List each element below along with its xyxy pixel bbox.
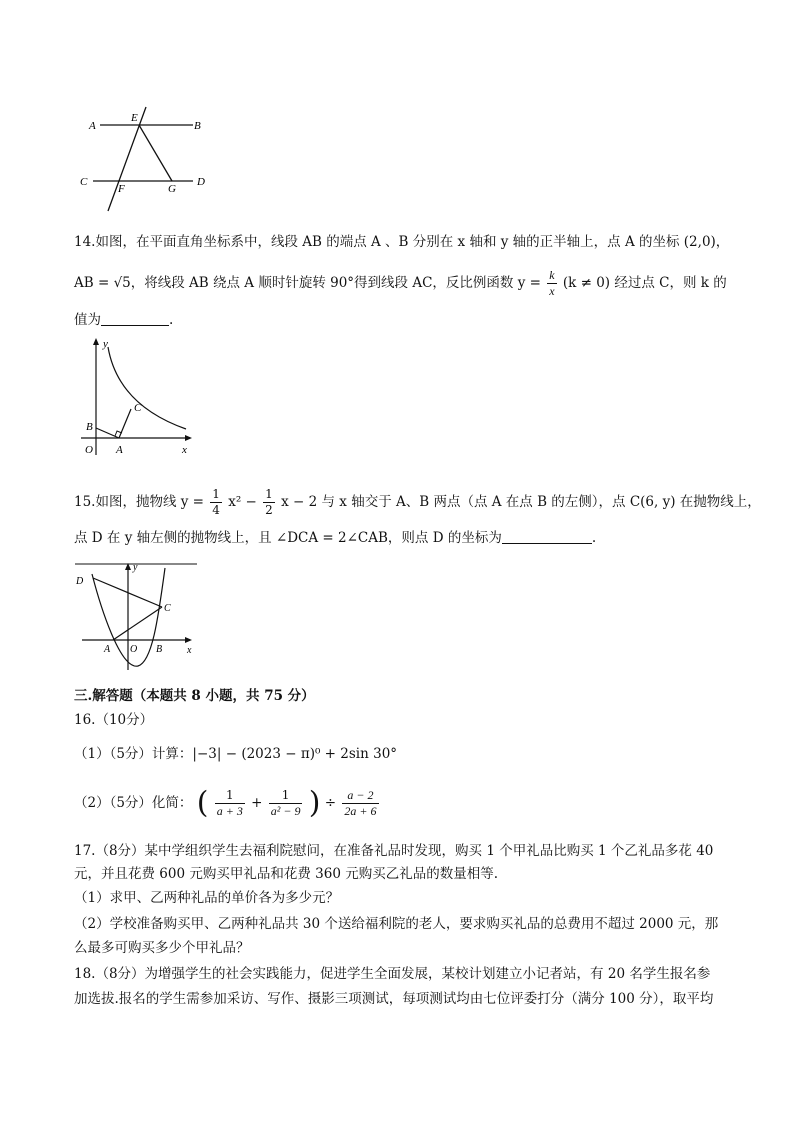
q14-line2-b: (k ≠ 0) 经过点 C，则 k 的 (562, 275, 727, 291)
x-axis-arrow (185, 435, 192, 441)
left-paren: ( (196, 785, 209, 821)
parallel-lines-figure (80, 105, 220, 217)
y-axis-arrow (93, 338, 99, 345)
x-axis-arrow (185, 637, 192, 643)
q15-line2-end: . (591, 530, 597, 546)
label-b: B (156, 644, 163, 655)
hyperbola-figure (78, 335, 198, 460)
q14-answer-blank[interactable] (101, 311, 169, 326)
label-b: B (194, 120, 201, 132)
q16-frac2-den: a² − 9 (270, 804, 301, 818)
q14-line2-a: AB = √5，将线段 AB 绕点 A 顺时针旋转 90°得到线段 AC，反比例函数 y = (74, 275, 541, 291)
q15-frac1-num: 1 (212, 487, 220, 501)
segment-ac (119, 409, 131, 438)
label-o: O (85, 444, 93, 456)
label-a: A (116, 444, 123, 456)
q16-frac1 (215, 788, 245, 819)
q15-line2 (74, 528, 596, 548)
label-o: O (130, 644, 138, 655)
label-f: F (118, 183, 125, 195)
q17-line1: 17.（8分）某中学组织学生去福利院慰问，在准备礼品时发现，购买 1 个甲礼品比购买 1 个乙礼品多花 40 (74, 843, 714, 859)
q14-frac-num: k (549, 268, 555, 282)
q16-part1: （1）（5分）计算：|−3| − (2023 − π)⁰ + 2sin 30° (74, 746, 398, 762)
q17-line4: （2）学校准备购买甲、乙两种礼品共 30 个送给福利院的老人，要求购买礼品的总费用不超过 2000 元，那 (74, 916, 719, 932)
q14-line3-text: 值为 (74, 312, 101, 328)
label-x: x (182, 444, 187, 456)
q16-frac3-num: a − 2 (342, 788, 378, 804)
q16-frac1-num: 1 (215, 788, 245, 804)
q15-frac2 (263, 487, 275, 518)
q16-div: ÷ (324, 795, 337, 811)
label-b: B (86, 421, 93, 433)
segment-eg (139, 125, 172, 181)
label-y: y (103, 338, 108, 350)
q15-line1-b: x² − (228, 494, 257, 510)
q15-frac1 (210, 487, 222, 518)
q16-plus: + (251, 795, 263, 811)
label-c: C (164, 603, 171, 614)
segment-ab (96, 428, 119, 438)
q15-line2-text: 点 D 在 y 轴左侧的抛物线上，且 ∠DCA = 2∠CAB，则点 D 的坐标为 (74, 530, 502, 546)
q14-line3-end: . (169, 312, 174, 328)
label-a: A (89, 120, 96, 132)
q14-line2 (74, 268, 727, 299)
label-a: A (104, 644, 111, 655)
section-heading: 三.解答题（本题共 8 小题，共 75 分） (74, 688, 315, 704)
q15-line1-a: 15.如图，抛物线 y = (74, 494, 204, 510)
q15-frac1-den: 4 (212, 503, 220, 517)
q17-line2: 元，并且花费 600 元购买甲礼品和花费 360 元购买乙礼品的数量相等. (74, 866, 498, 882)
q16-frac2 (269, 788, 303, 819)
q15-line1 (74, 487, 761, 518)
q14-line3 (74, 310, 173, 330)
label-c: C (134, 402, 142, 414)
hyperbola-curve (108, 347, 186, 429)
q18-line2: 加选拔.报名的学生需参加采访、写作、摄影三项测试，每项测试均由七位评委打分（满分 100 分），取平均 (74, 991, 714, 1007)
label-d: D (197, 176, 205, 188)
q15-frac2-den: 2 (265, 503, 273, 517)
label-e: E (131, 112, 138, 124)
q16-frac3-den: 2a + 6 (344, 804, 377, 818)
label-y: y (133, 562, 138, 573)
q17-line3: （1）求甲、乙两种礼品的单价各为多少元？ (74, 890, 340, 906)
q16-frac1-den: a + 3 (216, 804, 243, 818)
q16-part2-label: （2）（5分）化简： (74, 795, 193, 811)
q18-line1: 18.（8分）为增强学生的社会实践能力，促进学生全面发展，某校计划建立小记者站，有 20 名学生报名参 (74, 966, 711, 982)
q15-line1-c: x − 2 与 x 轴交于 A、B 两点（点 A 在点 B 的左侧），点 C(6, y) 在抛物线上， (281, 494, 761, 510)
label-x: x (187, 645, 192, 656)
q16-frac2-num: 1 (269, 788, 303, 804)
parabola-figure (70, 560, 200, 672)
q14-fraction (547, 268, 556, 299)
label-d: D (76, 576, 84, 587)
label-c: C (80, 176, 88, 188)
q14-frac-den: x (549, 284, 555, 298)
q16-head: 16.（10分） (74, 712, 154, 728)
q15-answer-blank[interactable] (502, 529, 592, 544)
label-g: G (168, 183, 176, 195)
q17-line5: 么最多可购买多少个甲礼品？ (74, 940, 250, 956)
q15-frac2-num: 1 (265, 487, 273, 501)
q16-part2 (74, 785, 381, 821)
right-paren: ) (308, 785, 321, 821)
q14-line1: 14.如图，在平面直角坐标系中，线段 AB 的端点 A 、B 分别在 x 轴和 y 轴的正半轴上，点 A 的坐标 (2,0)， (74, 234, 730, 250)
transversal-ef (108, 107, 146, 211)
q16-frac3 (342, 788, 378, 819)
